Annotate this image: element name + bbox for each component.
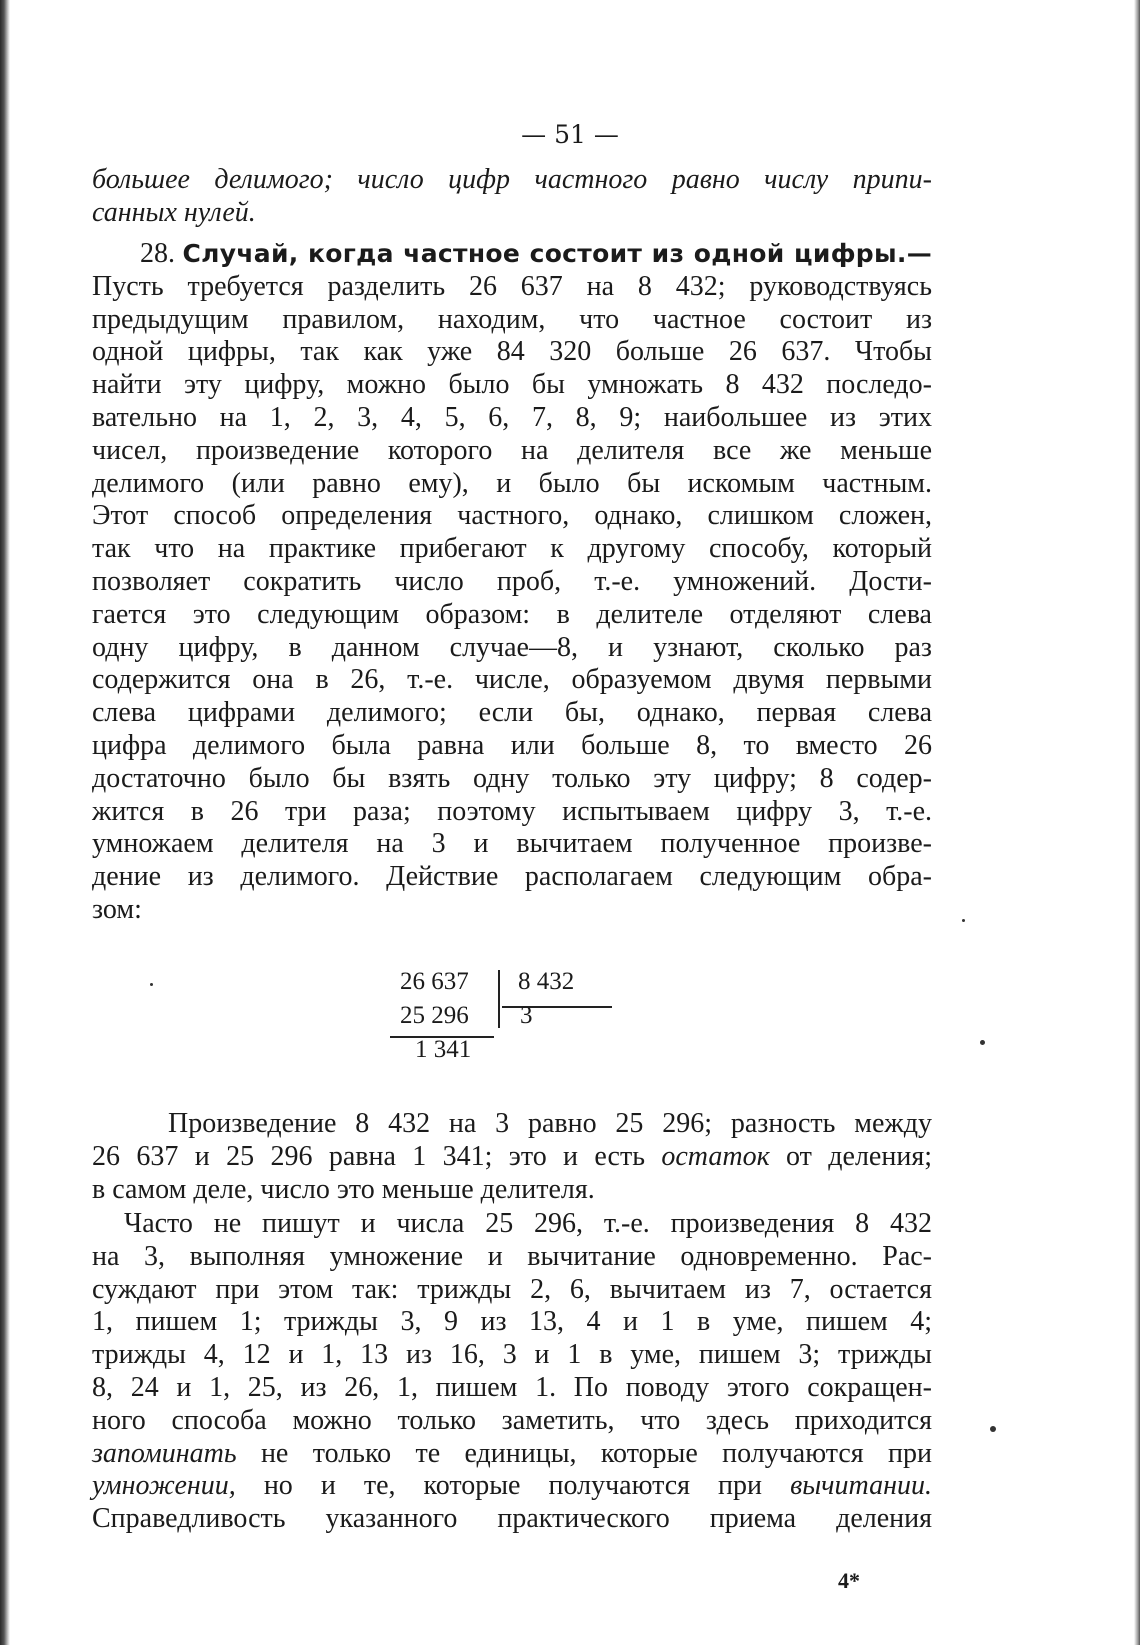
text-line: санных нулей. (92, 196, 256, 228)
division-dividend: 26 637 (400, 968, 469, 995)
text-line: дение из делимого. Действие располагаем следующим обра- (92, 861, 932, 893)
division-quotient-line (502, 1006, 612, 1008)
text-line: чисел, произведение которого на делителя все же меньше (92, 434, 932, 466)
paragraph-shortcut-method (92, 1208, 932, 1536)
signature-mark: 4* (838, 1568, 860, 1593)
text-line: делимого (или равно ему), и было бы искомым частным. (92, 467, 932, 499)
text-line: содержится она в 26, т.-е. числе, образуемом двумя первыми (92, 664, 932, 696)
text-line (92, 1438, 932, 1471)
text-line: Этот способ определения частного, однако, слишком сложен, (92, 500, 932, 532)
text-line: позволяет сократить число проб, т.-е. умножений. Дости- (92, 565, 932, 597)
scan-edge-left (0, 0, 10, 1645)
text-line (92, 1470, 932, 1503)
text-segment: но и те, которые получаются при (235, 1470, 791, 1502)
term-umnozhenii: умножении, (92, 1470, 236, 1502)
division-quotient: 3 (520, 1002, 533, 1029)
text-segment: не только те единицы, которые получаются при (236, 1437, 932, 1469)
text-line: 8, 24 и 1, 25, из 26, 1, пишем 1. По поводу этого сокращен- (92, 1371, 932, 1403)
page-number: — 51 — (521, 120, 619, 149)
text-line: жится в 26 три раза; поэтому испытываем цифру 3, т.-е. (92, 795, 932, 827)
term-vychitanii: вычитании. (790, 1470, 932, 1502)
text-line: зом: (92, 893, 142, 925)
text-line: суждают при этом так: трижды 2, 6, вычитаем из 7, остается (92, 1273, 932, 1305)
text-line: предыдущим правилом, находим, что частное состоит из (92, 303, 932, 335)
text-line: цифра делимого была равна или больше 8, то вместо 26 (92, 729, 932, 761)
text-line: Произведение 8 432 на 3 равно 25 296; разность между (168, 1108, 932, 1139)
text-line: Справедливость указанного практического приема деления (92, 1503, 932, 1535)
text-line: в самом деле, число это меньше делителя. (92, 1173, 595, 1205)
section-28-paragraph (92, 238, 932, 927)
division-divisor: 8 432 (518, 968, 575, 995)
division-remainder: 1 341 (415, 1036, 472, 1063)
scan-speck (150, 983, 153, 986)
paragraph-product-difference (92, 1108, 932, 1206)
text-line: ного способа можно только заметить, что здесь приходится (92, 1404, 932, 1436)
text-line: одну цифру, в данном случае—8, и узнают, сколько раз (92, 631, 932, 663)
term-zapominat: запоминать (92, 1437, 237, 1469)
text-line: 1, пишем 1; трижды 3, 9 из 13, 4 и 1 в уме, пишем 4; (92, 1306, 932, 1338)
division-vertical-bar (498, 970, 500, 1028)
long-division (390, 968, 630, 1078)
scan-edge-right (1134, 0, 1140, 1645)
text-line: так что на практике прибегают к другому способу, который (92, 533, 932, 565)
text-line: трижды 4, 12 и 1, 13 из 16, 3 и 1 в уме, пишем 3; трижды (92, 1339, 932, 1371)
text-line: достаточно было бы взять одну только эту цифру; 8 содер- (92, 762, 932, 794)
text-line: на 3, выполняя умножение и вычитание одновременно. Рас- (92, 1240, 932, 1272)
text-line (92, 1141, 932, 1174)
text-line: Пусть требуется разделить 26 637 на 8 432; руководствуясь (92, 270, 932, 302)
section-number: 28. (140, 238, 175, 269)
text-line: найти эту цифру, можно было бы умножать 8 432 последо- (92, 369, 932, 401)
text-line: Часто не пишут и числа 25 296, т.-е. произведения 8 432 (124, 1208, 932, 1239)
division-product: 25 296 (400, 1002, 469, 1029)
text-line: большее делимого; число цифр частного равно числу припи- (92, 164, 932, 195)
term-ostatok: остаток (661, 1140, 770, 1172)
intro-paragraph (92, 164, 932, 230)
scan-speck (980, 1040, 985, 1045)
section-heading (92, 238, 932, 271)
text-segment: от деления; (769, 1140, 932, 1172)
text-line: одной цифры, так как уже 84 320 больше 26 637. Чтобы (92, 336, 932, 368)
section-title: Случай, когда частное состоит из одной цифры.— (182, 239, 933, 268)
text-line: гается это следующим образом: в делителе отделяют слева (92, 598, 932, 630)
text-line: слева цифрами делимого; если бы, однако, первая слева (92, 697, 932, 729)
text-line: вательно на 1, 2, 3, 4, 5, 6, 7, 8, 9; наибольшее из этих (92, 401, 932, 433)
scan-speck (990, 1426, 996, 1432)
scan-speck (962, 919, 965, 922)
text-segment: 26 637 и 25 296 равна 1 341; это и есть (92, 1140, 662, 1172)
text-line: умножаем делителя на 3 и вычитаем полученное произве- (92, 828, 932, 860)
